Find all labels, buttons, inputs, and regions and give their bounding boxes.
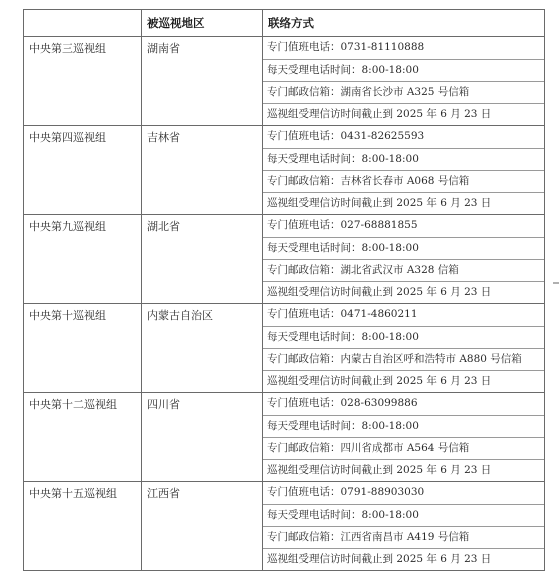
contact-line: 每天受理电话时间：8:00-18:00 — [263, 415, 544, 437]
table-row — [24, 482, 545, 571]
contact-line: 巡视组受理信访时间截止到 2025 年 6 月 23 日 — [263, 370, 544, 392]
table-row — [24, 304, 545, 393]
contact-line: 巡视组受理信访时间截止到 2025 年 6 月 23 日 — [263, 548, 544, 570]
group-cell: 中央第四巡视组 — [24, 126, 142, 215]
region-cell: 江西省 — [142, 482, 263, 571]
inspection-contact-document — [23, 9, 544, 571]
contact-line: 每天受理电话时间：8:00-18:00 — [263, 326, 544, 348]
group-cell: 中央第三巡视组 — [24, 37, 142, 126]
contact-cell — [263, 37, 545, 126]
contact-cell — [263, 126, 545, 215]
region-cell: 内蒙古自治区 — [142, 304, 263, 393]
table-row — [24, 215, 545, 304]
contact-cell — [263, 393, 545, 482]
region-cell: 湖南省 — [142, 37, 263, 126]
contact-line: 专门邮政信箱：湖南省长沙市 A325 号信箱 — [263, 81, 544, 103]
contact-line: 巡视组受理信访时间截止到 2025 年 6 月 23 日 — [263, 192, 544, 214]
contact-line: 巡视组受理信访时间截止到 2025 年 6 月 23 日 — [263, 281, 544, 303]
contact-line: 每天受理电话时间：8:00-18:00 — [263, 59, 544, 81]
region-cell: 四川省 — [142, 393, 263, 482]
table-row — [24, 126, 545, 215]
inspection-contact-table — [23, 9, 545, 571]
contact-line: 专门邮政信箱：四川省成都市 A564 号信箱 — [263, 437, 544, 459]
contact-cell — [263, 304, 545, 393]
contact-line: 专门邮政信箱：江西省南昌市 A419 号信箱 — [263, 526, 544, 548]
contact-line: 每天受理电话时间：8:00-18:00 — [263, 148, 544, 170]
header-contact: 联络方式 — [263, 10, 545, 37]
contact-cell — [263, 482, 545, 571]
group-cell: 中央第十五巡视组 — [24, 482, 142, 571]
contact-line: 专门邮政信箱：湖北省武汉市 A328 信箱 — [263, 259, 544, 281]
contact-line: 专门值班电话：028-63099886 — [267, 397, 418, 409]
contact-line: 专门邮政信箱：吉林省长春市 A068 号信箱 — [263, 170, 544, 192]
region-cell: 湖北省 — [142, 215, 263, 304]
contact-line: 每天受理电话时间：8:00-18:00 — [263, 504, 544, 526]
header-region: 被巡视地区 — [142, 10, 263, 37]
contact-line: 巡视组受理信访时间截止到 2025 年 6 月 23 日 — [263, 103, 544, 125]
table-body — [24, 37, 545, 571]
table-row — [24, 393, 545, 482]
page-edge-mark — [553, 282, 559, 284]
table-header-row — [24, 10, 545, 37]
contact-line: 专门值班电话：027-68881855 — [267, 219, 418, 231]
contact-line: 巡视组受理信访时间截止到 2025 年 6 月 23 日 — [263, 459, 544, 481]
contact-line: 专门值班电话：0431-82625593 — [267, 130, 425, 142]
contact-cell — [263, 215, 545, 304]
contact-line: 每天受理电话时间：8:00-18:00 — [263, 237, 544, 259]
contact-line: 专门值班电话：0791-88903030 — [267, 486, 425, 498]
contact-line: 专门值班电话：0471-4860211 — [267, 308, 418, 320]
group-cell: 中央第十二巡视组 — [24, 393, 142, 482]
header-group — [24, 10, 142, 37]
region-cell: 吉林省 — [142, 126, 263, 215]
group-cell: 中央第九巡视组 — [24, 215, 142, 304]
contact-line: 专门邮政信箱：内蒙古自治区呼和浩特市 A880 号信箱 — [263, 348, 544, 370]
group-cell: 中央第十巡视组 — [24, 304, 142, 393]
table-row — [24, 37, 545, 126]
contact-line: 专门值班电话：0731-81110888 — [267, 41, 425, 53]
